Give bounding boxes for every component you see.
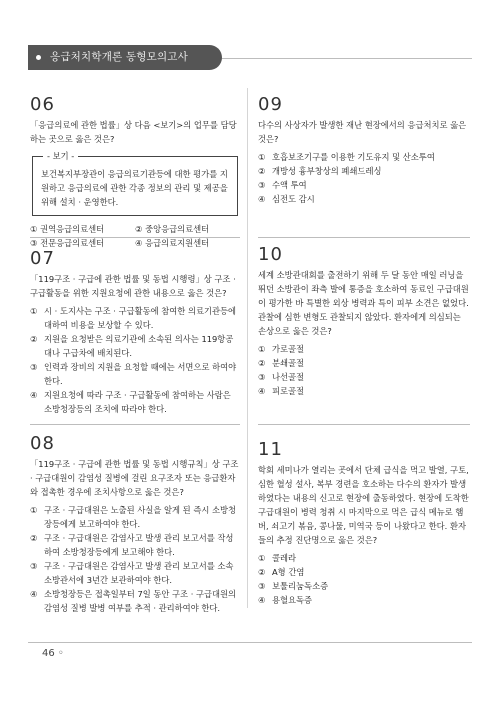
question-number: 10	[258, 244, 283, 265]
question-text: 다수의 사상자가 발생한 재난 현장에서의 응급처치로 옳은 것은?	[258, 120, 467, 144]
question-separator	[258, 424, 470, 425]
question-number: 11	[258, 439, 283, 460]
question-text: 「119구조 · 구급에 관한 법률 및 동법 시행규칙」상 구조 · 구급대원이 감염성 질병에 걸린 요구조자 또는 응급환자와 접촉한 경우에 조치사항으로 옳은 것은?	[30, 459, 239, 497]
option-4[interactable]: ④ 심전도 감시	[258, 194, 315, 204]
option-2[interactable]: ② 지원을 요청받은 의료기관에 소속된 의사는 119항공대나 구급차에 배치된다.	[30, 334, 234, 358]
option-1[interactable]: ① 콜레라	[258, 553, 297, 563]
header-title: 응급처치학개론 동형모의고사	[50, 51, 188, 63]
header-banner	[28, 45, 222, 70]
option-4[interactable]: ④ 지원요청에 따라 구조 · 구급활동에 참여하는 사람은 소방청장등의 조치에 따라야 한다.	[30, 390, 231, 414]
question-separator	[30, 237, 240, 238]
question-number: 08	[30, 433, 55, 454]
question-number: 07	[30, 248, 55, 269]
option-row	[30, 236, 240, 250]
question-number: 06	[30, 94, 55, 115]
option-2[interactable]: ② 개방성 흉부창상의 폐쇄드레싱	[258, 166, 382, 176]
option-4[interactable]: ④ 용혈요독증	[258, 595, 313, 605]
question-number: 09	[258, 94, 283, 115]
option-1[interactable]: ① 권역응급의료센터	[30, 224, 105, 234]
column-divider	[247, 88, 248, 608]
question-09	[258, 95, 470, 206]
example-box	[32, 151, 238, 216]
option-3[interactable]: ③ 나선골절	[258, 372, 305, 382]
question-11	[258, 440, 470, 607]
option-1[interactable]: ① 가로골절	[258, 344, 305, 354]
example-box-label: - 보기 -	[43, 150, 78, 162]
question-separator	[258, 237, 470, 238]
option-3[interactable]: ③ 보툴리눔독소증	[258, 581, 329, 591]
question-text: 학회 세미나가 열리는 곳에서 단체 급식을 먹고 발열, 구토, 심한 혈성 설사, 복부 경련을 호소하는 다수의 환자가 발생하였다는 내용의 신고로 현장에 출동하였다. 현장에 도착한 구급대원이 병력 청취 시 마지막으로 먹은 급식 메뉴로 햄버, 쇠고기 볶음, 콩나물, 미역국 등이 나왔다고 한다. 환자들의 추정 진단명으로 옳은 것은?	[258, 465, 469, 545]
option-3[interactable]: ③ 인력과 장비의 지원을 요청할 때에는 서면으로 하여야 한다.	[30, 362, 237, 386]
option-row	[30, 222, 240, 236]
question-10	[258, 245, 470, 398]
option-4[interactable]: ④ 피로골절	[258, 386, 305, 396]
option-4[interactable]: ④ 소방청장등은 접촉일부터 7일 동안 구조 · 구급대원의 감염성 질병 발병 여부를 추적 · 관리하여야 한다.	[30, 589, 237, 613]
example-box-body: 보건복지부장관이 응급의료기관등에 대한 평가를 지원하고 응급의료에 관한 각종 정보의 관리 및 제공을 위해 설치 · 운영한다.	[41, 169, 228, 207]
option-3[interactable]: ③ 전문응급의료센터	[30, 238, 105, 248]
option-1[interactable]: ① 호흡보조기구를 이용한 기도유지 및 산소투여	[258, 152, 435, 162]
option-1[interactable]: ① 시 · 도지사는 구조 · 구급활동에 참여한 의료기관등에 대하여 비용을 보상할 수 있다.	[30, 306, 237, 330]
question-06	[30, 95, 240, 250]
option-1[interactable]: ① 구조 · 구급대원은 노출된 사실을 알게 된 즉시 소방청장등에게 보고하여야 한다.	[30, 505, 237, 529]
bullet-icon	[36, 55, 41, 60]
question-text: 「119구조 · 구급에 관한 법률 및 동법 시행령」상 구조 · 구급활동을 위한 지원요청에 관한 내용으로 옳은 것은?	[30, 274, 236, 298]
question-08	[30, 434, 240, 615]
option-2[interactable]: ② 구조 · 구급대원은 감염사고 발생 관리 보고서를 작성하여 소방청장등에게 보고해야 한다.	[30, 533, 234, 557]
option-3[interactable]: ③ 수액 투여	[258, 180, 307, 190]
option-2[interactable]: ② A형 간염	[258, 567, 305, 577]
option-3[interactable]: ③ 구조 · 구급대원은 감염사고 발생 관리 보고서를 소속 소방관서에 3년간 보관하여야 한다.	[30, 561, 234, 585]
page-number: 46 ◦	[42, 648, 64, 659]
question-separator	[30, 424, 240, 425]
question-text: 세계 소방관대회를 출전하기 위해 두 달 동안 매일 러닝을 뛰던 소방관이 좌측 발에 통증을 호소하여 동료인 구급대원이 평가한 바 특별한 외상 병력과 특이 피부 소견은 없었다. 관찰에 심한 변형도 관찰되지 않았다. 환자에게 의심되는 손상으로 옳은 것은?	[258, 270, 469, 336]
option-2[interactable]: ② 중앙응급의료센터	[135, 224, 210, 234]
option-4[interactable]: ④ 응급의료지원센터	[135, 238, 210, 248]
question-07	[30, 249, 240, 416]
option-2[interactable]: ② 분쇄골절	[258, 358, 305, 368]
question-text: 「응급의료에 관한 법률」상 다음 <보기>의 업무를 담당하는 곳으로 옳은 것은?	[30, 120, 237, 144]
footer-rule	[28, 642, 472, 643]
